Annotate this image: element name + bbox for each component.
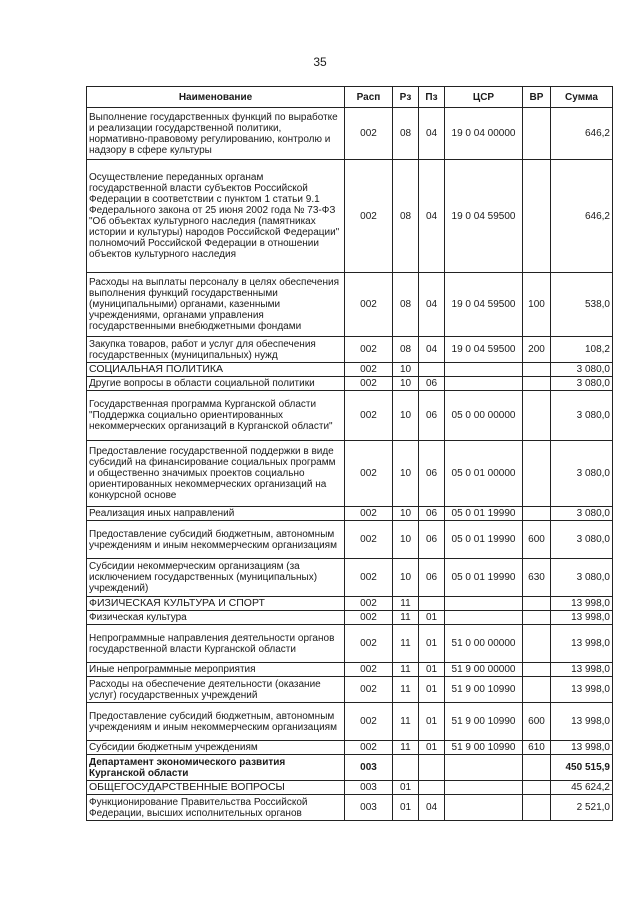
rz-cell: 08: [393, 337, 419, 363]
rasp-cell: 002: [345, 363, 393, 377]
name-cell: Другие вопросы в области социальной политики: [87, 377, 345, 391]
csr-cell: 51 9 00 10990: [445, 703, 523, 741]
vr-cell: [523, 160, 551, 273]
sum-cell: 3 080,0: [551, 559, 613, 597]
name-cell: Субсидии бюджетным учреждениям: [87, 741, 345, 755]
table-row: [87, 597, 613, 611]
name-cell: Предоставление субсидий бюджетным, автономным учреждениям и иным некоммерческим организациям: [87, 703, 345, 741]
rasp-cell: 002: [345, 677, 393, 703]
rz-cell: 10: [393, 507, 419, 521]
vr-cell: [523, 611, 551, 625]
name-cell: Субсидии некоммерческим организациям (за исключением государственных (муниципальных) учреждений): [87, 559, 345, 597]
sum-cell: 13 998,0: [551, 625, 613, 663]
sum-cell: 450 515,9: [551, 755, 613, 781]
column-header-vr: ВР: [523, 87, 551, 108]
sum-cell: 3 080,0: [551, 391, 613, 441]
rasp-cell: 003: [345, 781, 393, 795]
sum-cell: 108,2: [551, 337, 613, 363]
csr-cell: 19 0 04 00000: [445, 108, 523, 160]
sum-cell: 646,2: [551, 160, 613, 273]
table-row: [87, 625, 613, 663]
rasp-cell: 002: [345, 663, 393, 677]
table-row: [87, 755, 613, 781]
csr-cell: 05 0 01 00000: [445, 441, 523, 507]
pz-cell: 01: [419, 663, 445, 677]
pz-cell: 04: [419, 108, 445, 160]
csr-cell: [445, 611, 523, 625]
csr-cell: 51 0 00 00000: [445, 625, 523, 663]
rasp-cell: 003: [345, 795, 393, 821]
rasp-cell: 002: [345, 507, 393, 521]
csr-cell: 19 0 04 59500: [445, 273, 523, 337]
sum-cell: 13 998,0: [551, 663, 613, 677]
vr-cell: 100: [523, 273, 551, 337]
table-body: [87, 108, 613, 821]
rz-cell: 10: [393, 521, 419, 559]
table-row: [87, 377, 613, 391]
rz-cell: 11: [393, 663, 419, 677]
vr-cell: 600: [523, 703, 551, 741]
sum-cell: 45 624,2: [551, 781, 613, 795]
column-header-name: Наименование: [87, 87, 345, 108]
pz-cell: [419, 363, 445, 377]
rz-cell: 08: [393, 273, 419, 337]
table-row: [87, 521, 613, 559]
vr-cell: [523, 363, 551, 377]
csr-cell: [445, 795, 523, 821]
rasp-cell: 002: [345, 160, 393, 273]
table-row: [87, 781, 613, 795]
name-cell: Функционирование Правительства Российской Федерации, высших исполнительных органов: [87, 795, 345, 821]
table-row: [87, 703, 613, 741]
pz-cell: [419, 597, 445, 611]
pz-cell: 01: [419, 611, 445, 625]
csr-cell: 51 9 00 10990: [445, 741, 523, 755]
name-cell: Предоставление субсидий бюджетным, автономным учреждениям и иным некоммерческим организациям: [87, 521, 345, 559]
vr-cell: [523, 597, 551, 611]
rasp-cell: 002: [345, 337, 393, 363]
sum-cell: 13 998,0: [551, 741, 613, 755]
table-row: [87, 391, 613, 441]
rasp-cell: 002: [345, 611, 393, 625]
rasp-cell: 002: [345, 703, 393, 741]
pz-cell: 01: [419, 703, 445, 741]
table-row: [87, 795, 613, 821]
rz-cell: 10: [393, 559, 419, 597]
sum-cell: 3 080,0: [551, 521, 613, 559]
table-row: [87, 160, 613, 273]
rasp-cell: 002: [345, 377, 393, 391]
pz-cell: 01: [419, 625, 445, 663]
pz-cell: 06: [419, 507, 445, 521]
rz-cell: 01: [393, 795, 419, 821]
pz-cell: 04: [419, 273, 445, 337]
csr-cell: 05 0 01 19990: [445, 521, 523, 559]
csr-cell: [445, 363, 523, 377]
column-header-sum: Сумма: [551, 87, 613, 108]
name-cell: Департамент экономического развития Курганской области: [87, 755, 345, 781]
rz-cell: 08: [393, 108, 419, 160]
rasp-cell: 003: [345, 755, 393, 781]
rz-cell: [393, 755, 419, 781]
pz-cell: 04: [419, 795, 445, 821]
csr-cell: 05 0 00 00000: [445, 391, 523, 441]
table-row: [87, 441, 613, 507]
vr-cell: [523, 663, 551, 677]
vr-cell: [523, 108, 551, 160]
vr-cell: [523, 391, 551, 441]
rz-cell: 11: [393, 703, 419, 741]
pz-cell: 06: [419, 441, 445, 507]
vr-cell: 610: [523, 741, 551, 755]
rasp-cell: 002: [345, 559, 393, 597]
rasp-cell: 002: [345, 391, 393, 441]
rasp-cell: 002: [345, 273, 393, 337]
budget-table: [86, 86, 613, 821]
column-header-pz: Пз: [419, 87, 445, 108]
rz-cell: 10: [393, 441, 419, 507]
pz-cell: 04: [419, 160, 445, 273]
pz-cell: [419, 755, 445, 781]
rz-cell: 01: [393, 781, 419, 795]
rz-cell: 10: [393, 391, 419, 441]
table-row: [87, 741, 613, 755]
csr-cell: 05 0 01 19990: [445, 507, 523, 521]
vr-cell: [523, 377, 551, 391]
column-header-csr: ЦСР: [445, 87, 523, 108]
rz-cell: 11: [393, 597, 419, 611]
csr-cell: [445, 377, 523, 391]
table-header-row: [87, 87, 613, 108]
rz-cell: 11: [393, 625, 419, 663]
page-number: 35: [313, 55, 327, 69]
csr-cell: [445, 781, 523, 795]
rasp-cell: 002: [345, 625, 393, 663]
name-cell: Государственная программа Курганской области "Поддержка социально ориентированных некоммерческих организаций в Курганской области": [87, 391, 345, 441]
table-row: [87, 273, 613, 337]
sum-cell: 646,2: [551, 108, 613, 160]
name-cell: Расходы на выплаты персоналу в целях обеспечения выполнения функций государственными (муниципальными) органами, казенными учреждениями, органами управления государственными внебюджетными фондами: [87, 273, 345, 337]
csr-cell: 51 9 00 10990: [445, 677, 523, 703]
csr-cell: [445, 597, 523, 611]
csr-cell: 19 0 04 59500: [445, 160, 523, 273]
rz-cell: 11: [393, 741, 419, 755]
name-cell: Расходы на обеспечение деятельности (оказание услуг) государственных учреждений: [87, 677, 345, 703]
table-row: [87, 611, 613, 625]
column-header-rasp: Расп: [345, 87, 393, 108]
name-cell: Осуществление переданных органам государственной власти субъектов Российской Федерации в соответствии с пунктом 1 статьи 9.1 Федерального закона от 25 июня 2002 года № 73-ФЗ "Об объектах культурного наследия (памятниках истории и культуры) народов Российской Федерации" полномочий Российской Федерации в отношении объектов культурного наследия: [87, 160, 345, 273]
name-cell: ФИЗИЧЕСКАЯ КУЛЬТУРА И СПОРТ: [87, 597, 345, 611]
name-cell: Закупка товаров, работ и услуг для обеспечения государственных (муниципальных) нужд: [87, 337, 345, 363]
rz-cell: 11: [393, 611, 419, 625]
pz-cell: 01: [419, 677, 445, 703]
rz-cell: 10: [393, 363, 419, 377]
sum-cell: 3 080,0: [551, 377, 613, 391]
table-row: [87, 677, 613, 703]
table-row: [87, 337, 613, 363]
rz-cell: 11: [393, 677, 419, 703]
table-row: [87, 663, 613, 677]
sum-cell: 13 998,0: [551, 611, 613, 625]
column-header-rz: Рз: [393, 87, 419, 108]
name-cell: Предоставление государственной поддержки в виде субсидий на финансирование социальных программ и общественно значимых проектов социально ориентированных некоммерческих организаций на конкурсной основе: [87, 441, 345, 507]
vr-cell: [523, 625, 551, 663]
sum-cell: 13 998,0: [551, 677, 613, 703]
pz-cell: 06: [419, 521, 445, 559]
vr-cell: 630: [523, 559, 551, 597]
rz-cell: 08: [393, 160, 419, 273]
name-cell: ОБЩЕГОСУДАРСТВЕННЫЕ ВОПРОСЫ: [87, 781, 345, 795]
vr-cell: [523, 781, 551, 795]
sum-cell: 3 080,0: [551, 507, 613, 521]
rz-cell: 10: [393, 377, 419, 391]
rasp-cell: 002: [345, 108, 393, 160]
vr-cell: [523, 795, 551, 821]
pz-cell: 06: [419, 377, 445, 391]
vr-cell: [523, 441, 551, 507]
csr-cell: [445, 755, 523, 781]
vr-cell: [523, 507, 551, 521]
pz-cell: 06: [419, 559, 445, 597]
vr-cell: [523, 755, 551, 781]
sum-cell: 2 521,0: [551, 795, 613, 821]
csr-cell: 19 0 04 59500: [445, 337, 523, 363]
table-row: [87, 363, 613, 377]
rasp-cell: 002: [345, 441, 393, 507]
rasp-cell: 002: [345, 597, 393, 611]
sum-cell: 538,0: [551, 273, 613, 337]
name-cell: Выполнение государственных функций по выработке и реализации государственной политики, нормативно-правовому регулированию, контролю и надзору в сфере культуры: [87, 108, 345, 160]
rasp-cell: 002: [345, 741, 393, 755]
name-cell: Иные непрограммные мероприятия: [87, 663, 345, 677]
name-cell: СОЦИАЛЬНАЯ ПОЛИТИКА: [87, 363, 345, 377]
pz-cell: 06: [419, 391, 445, 441]
csr-cell: 05 0 01 19990: [445, 559, 523, 597]
sum-cell: 13 998,0: [551, 703, 613, 741]
name-cell: Непрограммные направления деятельности органов государственной власти Курганской области: [87, 625, 345, 663]
csr-cell: 51 9 00 00000: [445, 663, 523, 677]
pz-cell: [419, 781, 445, 795]
name-cell: Физическая культура: [87, 611, 345, 625]
table-row: [87, 559, 613, 597]
pz-cell: 04: [419, 337, 445, 363]
rasp-cell: 002: [345, 521, 393, 559]
table-row: [87, 507, 613, 521]
pz-cell: 01: [419, 741, 445, 755]
sum-cell: 3 080,0: [551, 363, 613, 377]
name-cell: Реализация иных направлений: [87, 507, 345, 521]
vr-cell: 200: [523, 337, 551, 363]
table-row: [87, 108, 613, 160]
sum-cell: 3 080,0: [551, 441, 613, 507]
vr-cell: 600: [523, 521, 551, 559]
vr-cell: [523, 677, 551, 703]
sum-cell: 13 998,0: [551, 597, 613, 611]
